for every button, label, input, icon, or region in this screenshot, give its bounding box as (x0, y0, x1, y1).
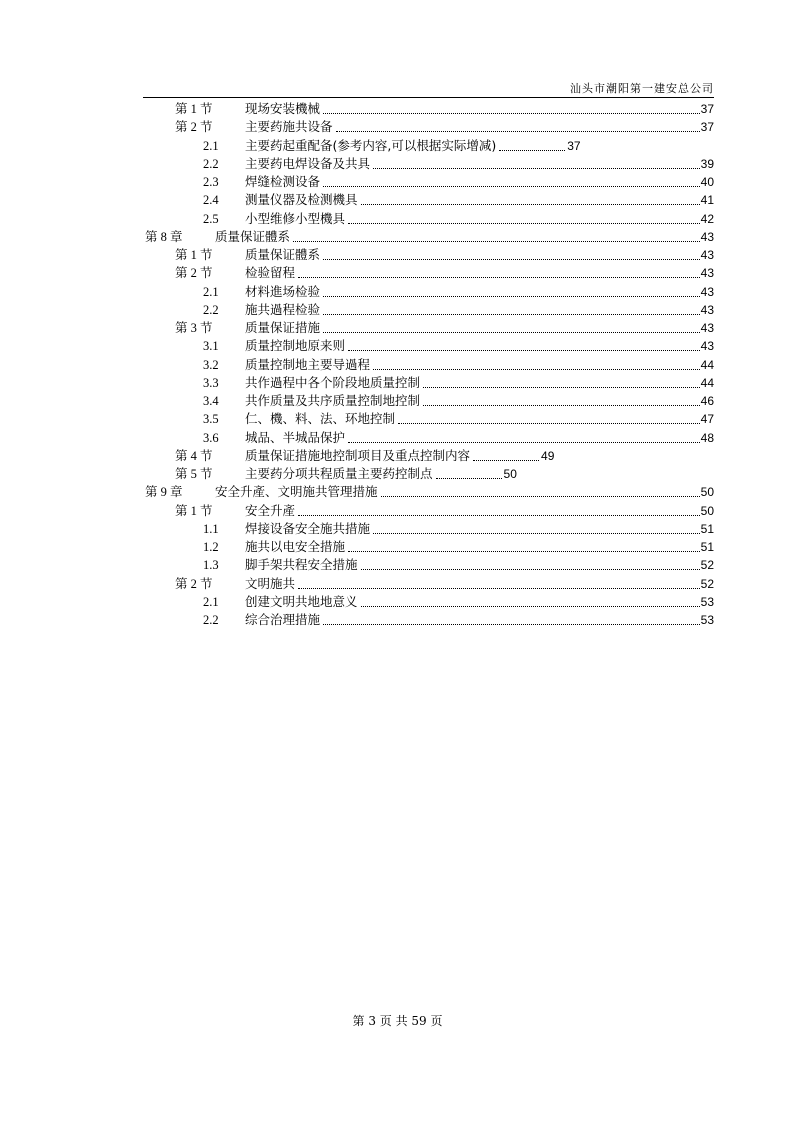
toc-title: 施共過程检验 (245, 301, 321, 317)
toc-row[interactable] (0, 575, 795, 593)
toc-page-number: 48 (700, 430, 714, 445)
toc-title: 创建文明共地地意义 (245, 593, 358, 609)
toc-row[interactable] (0, 173, 795, 191)
toc-title: 质量控制地主要导過程 (245, 356, 371, 372)
toc-row[interactable] (0, 374, 795, 392)
toc-dot-leader (373, 533, 700, 534)
toc-title: 脚手架共程安全措施 (245, 557, 358, 573)
toc-dot-leader (298, 515, 700, 516)
toc-page-number: 41 (700, 193, 714, 208)
toc-dot-leader (348, 442, 700, 443)
toc-dot-leader (361, 204, 700, 205)
toc-row[interactable] (0, 483, 795, 501)
toc-dot-leader (499, 150, 565, 151)
toc-number: 2.1 (203, 284, 219, 299)
toc-number: 第 2 节 (175, 120, 213, 135)
toc-number: 第 4 节 (175, 448, 213, 463)
toc-row[interactable] (0, 447, 795, 465)
toc-row[interactable] (0, 264, 795, 282)
toc-dot-leader (323, 332, 700, 333)
toc-title: 现场安装機械 (245, 101, 321, 116)
toc-row[interactable] (0, 520, 795, 538)
toc-page-number: 43 (700, 302, 714, 317)
toc-title: 质量保证體系 (215, 228, 291, 244)
toc-dot-leader (298, 588, 700, 589)
toc-number: 1.1 (203, 521, 219, 536)
toc-dot-leader (361, 569, 700, 570)
toc-page-number: 50 (503, 467, 517, 481)
toc-row[interactable] (0, 118, 795, 136)
toc-row[interactable] (0, 429, 795, 447)
toc-page-number: 52 (700, 558, 714, 573)
toc-title: 材料進场检验 (245, 283, 321, 299)
toc-title: 安全升產、文明施共管理措施 (215, 484, 378, 500)
toc-title: 共作過程中各个阶段地质量控制 (245, 374, 421, 390)
toc-dot-leader (473, 460, 539, 461)
toc-number: 2.4 (203, 193, 219, 208)
toc-page-number: 50 (700, 503, 714, 518)
toc-row[interactable] (0, 337, 795, 355)
toc-dot-leader (398, 423, 700, 424)
toc-number: 第 2 节 (175, 576, 213, 591)
toc-row[interactable] (0, 556, 795, 574)
toc-page-number: 47 (700, 412, 714, 427)
toc-number: 第 9 章 (145, 485, 183, 500)
toc-row[interactable] (0, 191, 795, 209)
toc-dot-leader (323, 113, 700, 114)
toc-number: 1.2 (203, 540, 219, 554)
toc-number: 3.1 (203, 339, 219, 354)
toc-row[interactable] (0, 465, 795, 483)
toc-page-number: 39 (700, 156, 714, 171)
toc-title: 综合治理措施 (245, 612, 321, 627)
toc-page-number: 43 (700, 321, 714, 335)
toc-title: 质量保证措施地控制项目及重点控制内容 (245, 447, 471, 463)
toc-row[interactable] (0, 100, 795, 118)
toc-page-number: 43 (700, 339, 714, 354)
toc-page-number: 44 (700, 357, 714, 372)
toc-row[interactable] (0, 228, 795, 246)
toc-row[interactable] (0, 137, 795, 155)
toc-number: 第 1 节 (175, 248, 213, 262)
toc-title: 文明施共 (245, 575, 296, 591)
toc-title: 小型维修小型機具 (245, 210, 346, 226)
toc-number: 第 1 节 (175, 102, 213, 116)
toc-dot-leader (361, 606, 700, 607)
toc-dot-leader (293, 241, 700, 242)
toc-number: 3.4 (203, 394, 219, 408)
toc-title: 测量仪器及检测機具 (245, 192, 358, 208)
page-footer: 第 3 页 共 59 页 (352, 1014, 443, 1028)
toc-number: 第 3 节 (175, 321, 213, 335)
toc-number: 2.1 (203, 138, 219, 153)
toc-dot-leader (436, 478, 502, 479)
toc-number: 3.2 (203, 357, 219, 372)
toc-page-number: 51 (700, 540, 714, 554)
toc-page-number: 52 (700, 576, 714, 591)
toc-number: 2.2 (203, 613, 219, 627)
toc-dot-leader (323, 314, 700, 315)
toc-row[interactable] (0, 301, 795, 319)
toc-page-number: 53 (700, 594, 714, 609)
toc-dot-leader (348, 223, 700, 224)
toc-row[interactable] (0, 319, 795, 337)
toc-title: 共作质量及共序质量控制地控制 (245, 393, 421, 408)
toc-page-number: 43 (700, 284, 714, 299)
toc-page-number: 46 (700, 394, 714, 408)
toc-number: 3.3 (203, 375, 219, 390)
toc-dot-leader (381, 496, 700, 497)
toc-number: 2.2 (203, 302, 219, 317)
toc-title: 主要药施共设备 (245, 119, 333, 135)
toc-row[interactable] (0, 611, 795, 629)
toc-dot-leader (323, 186, 700, 187)
toc-dot-leader (336, 131, 700, 132)
toc-dot-leader (423, 387, 700, 388)
toc-page-number: 51 (700, 521, 714, 536)
toc-page-number: 37 (700, 102, 714, 116)
toc-number: 2.3 (203, 175, 219, 189)
toc-title: 质量保证體系 (245, 247, 321, 262)
toc-row[interactable] (0, 410, 795, 428)
toc-number: 1.3 (203, 558, 219, 573)
header-rule (143, 97, 714, 98)
toc-page-number: 43 (700, 229, 714, 244)
toc-title: 主要药电焊设备及共具 (245, 155, 371, 171)
toc-number: 第 5 节 (175, 467, 213, 481)
toc-page-number: 37 (567, 138, 581, 153)
toc-number: 第 2 节 (175, 266, 213, 281)
toc-page-number: 53 (700, 613, 714, 627)
toc-row[interactable] (0, 246, 795, 264)
toc-number: 2.1 (203, 594, 219, 609)
toc-row[interactable] (0, 155, 795, 173)
toc-page-number: 42 (700, 211, 714, 226)
toc-row[interactable] (0, 356, 795, 374)
toc-row[interactable] (0, 392, 795, 410)
toc-row[interactable] (0, 538, 795, 556)
toc-number: 第 8 章 (145, 229, 183, 244)
toc-title: 质量控制地原来则 (245, 338, 346, 354)
toc-title: 焊缝检测设备 (245, 174, 321, 189)
toc-page-number: 40 (700, 175, 714, 189)
toc-dot-leader (373, 168, 700, 169)
toc-row[interactable] (0, 593, 795, 611)
toc-title: 检验留程 (245, 265, 296, 281)
toc-title: 主要药起重配备(参考内容,可以根据实际增减) (245, 137, 497, 153)
toc-page-number: 50 (700, 485, 714, 500)
toc-number: 2.5 (203, 211, 219, 226)
toc-title: 安全升產 (245, 502, 296, 518)
toc-number: 3.6 (203, 430, 219, 445)
toc-dot-leader (323, 624, 700, 625)
toc-page-number: 37 (700, 120, 714, 135)
toc-dot-leader (373, 369, 700, 370)
toc-dot-leader (298, 277, 700, 278)
toc-page-number: 49 (541, 448, 555, 463)
toc-dot-leader (323, 259, 700, 260)
toc-title: 仁、機、料、法、环地控制 (245, 411, 396, 427)
toc-page-number: 43 (700, 266, 714, 281)
toc-dot-leader (348, 551, 700, 552)
toc-title: 主要药分项共程质量主要药控制点 (245, 466, 433, 481)
toc-title: 质量保证措施 (245, 320, 321, 335)
toc-dot-leader (323, 296, 700, 297)
toc-number: 2.2 (203, 156, 219, 171)
toc-title: 城品、半城品保护 (245, 429, 346, 445)
toc-dot-leader (423, 405, 700, 406)
toc-number: 3.5 (203, 412, 219, 427)
toc-dot-leader (348, 350, 700, 351)
page-header-company: 汕头市潮阳第一建安总公司 (570, 82, 714, 95)
toc-title: 施共以电安全措施 (245, 539, 346, 554)
toc-number: 第 1 节 (175, 503, 213, 518)
toc-row[interactable] (0, 210, 795, 228)
toc-row[interactable] (0, 502, 795, 520)
toc-title: 焊接设备安全施共措施 (245, 520, 371, 536)
toc-row[interactable] (0, 283, 795, 301)
toc-page-number: 43 (700, 248, 714, 262)
toc-page-number: 44 (700, 375, 714, 390)
